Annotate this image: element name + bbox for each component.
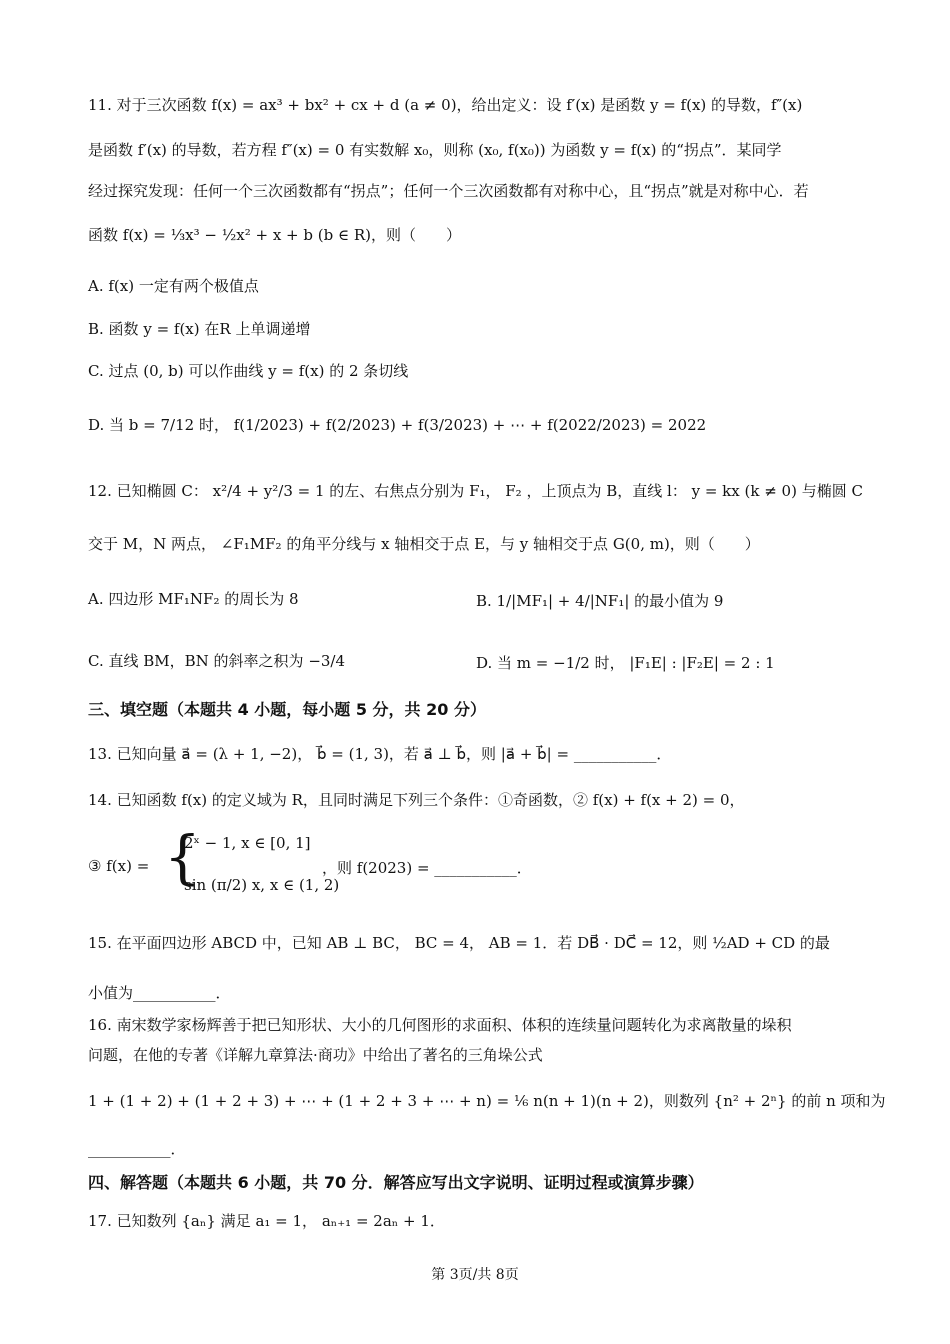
q14-suffix: ，则 f(2023) = ___________． [322,859,532,877]
q11-line1: 11. 对于三次函数 f(x) = ax³ + bx² + cx + d (a ≠ 0)，给出定义：设 f′(x) 是函数 y = f(x) 的导数，f″(x) [88,96,803,114]
q11-option-d: D. 当 b = 7/12 时， f(1/2023) + f(2/2023) + f(3/2023) + ⋯ + f(2022/2023) = 2022 [88,416,707,434]
q12-option-b: B. 1/|MF₁| + 4/|NF₁| 的最小值为 9 [476,592,724,610]
q16-line3: 1 + (1 + 2) + (1 + 2 + 3) + ⋯ + (1 + 2 + 3 + ⋯ + n) = ⅙ n(n + 1)(n + 2)，则数列 {n² + 2ⁿ} 的前 n 项和为 [88,1092,886,1110]
q12-line1: 12. 已知椭圆 C： x²/4 + y²/3 = 1 的左、右焦点分别为 F₁， F₂ ，上顶点为 B，直线 l： y = kx (k ≠ 0) 与椭圆 C [88,482,863,500]
q14-prefix: ③ f(x) = [88,857,150,875]
q17: 17. 已知数列 {aₙ} 满足 a₁ = 1， aₙ₊₁ = 2aₙ + 1． [88,1212,445,1230]
q16-line1: 16. 南宋数学家杨辉善于把已知形状、大小的几何图形的求面积、体积的连续量问题转化为求离散量的垛积 [88,1016,792,1034]
q15-line1: 15. 在平面四边形 ABCD 中，已知 AB ⊥ BC， BC = 4， AB = 1．若 DB⃗ · DC⃗ = 12，则 ½AD + CD 的最 [88,934,830,952]
q13: 13. 已知向量 a⃗ = (λ + 1, −2)， b⃗ = (1, 3)，若 a⃗ ⊥ b⃗，则 |a⃗ + b⃗| = ___________． [88,745,672,763]
q11-option-b: B. 函数 y = f(x) 在R 上单调递增 [88,320,311,338]
q11-option-a: A. f(x) 一定有两个极值点 [88,277,259,295]
q14-case-2: sin (π/2) x, x ∈ (1, 2) [184,876,340,894]
q12-option-a: A. 四边形 MF₁NF₂ 的周长为 8 [88,590,299,608]
section-4-heading: 四、解答题（本题共 6 小题，共 70 分．解答应写出文字说明、证明过程或演算步骤） [88,1173,704,1192]
q14-case-1: 2ˣ − 1, x ∈ [0, 1] [184,834,311,852]
q11-line2: 是函数 f′(x) 的导数，若方程 f″(x) = 0 有实数解 x₀，则称 (x₀, f(x₀)) 为函数 y = f(x) 的“拐点”．某同学 [88,141,782,159]
q14-line1: 14. 已知函数 f(x) 的定义域为 R，且同时满足下列三个条件：①奇函数，② f(x) + f(x + 2) = 0， [88,791,745,809]
q16-line2: 问题，在他的专著《详解九章算法·商功》中给出了著名的三角垛公式 [88,1046,543,1064]
q15-line2: 小值为___________． [88,984,231,1002]
q16-line4: ___________． [88,1140,186,1158]
page-footer: 第 3页/共 8页 [431,1267,519,1283]
q11-line4: 函数 f(x) = ⅓x³ − ½x² + x + b (b ∈ R)，则（ ） [88,226,461,244]
q11-option-c: C. 过点 (0, b) 可以作曲线 y = f(x) 的 2 条切线 [88,362,409,380]
q11-line3: 经过探究发现：任何一个三次函数都有“拐点”；任何一个三次函数都有对称中心，且“拐点”就是对称中心．若 [88,182,809,200]
q12-line2: 交于 M，N 两点， ∠F₁MF₂ 的角平分线与 x 轴相交于点 E，与 y 轴相交于点 G(0, m)，则（ ） [88,535,760,553]
q14-brace: { [164,823,201,891]
q12-option-c: C. 直线 BM，BN 的斜率之积为 −3/4 [88,652,346,670]
section-3-heading: 三、填空题（本题共 4 小题，每小题 5 分，共 20 分） [88,700,486,719]
q12-option-d: D. 当 m = −1/2 时， |F₁E| : |F₂E| = 2 : 1 [476,654,775,672]
